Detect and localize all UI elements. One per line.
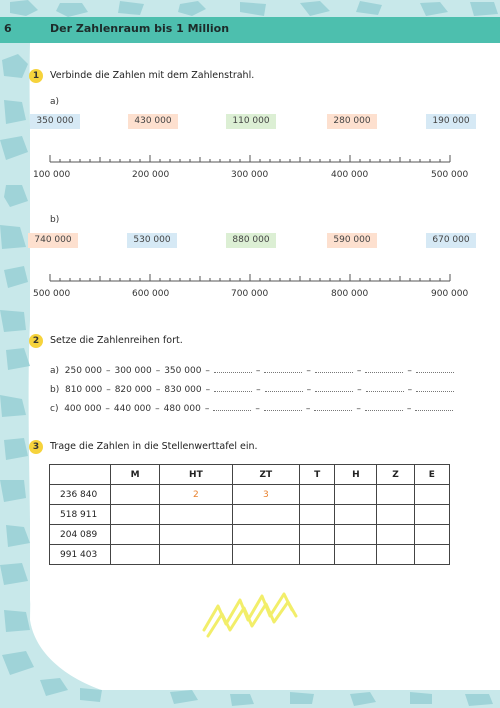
table-cell[interactable]: 2 xyxy=(160,485,232,505)
task-1a-label: a) xyxy=(50,97,60,107)
scale-label: 700 000 xyxy=(231,289,269,299)
table-cell[interactable] xyxy=(160,545,232,565)
row-number: 204 089 xyxy=(50,525,111,545)
table-header-corner xyxy=(50,465,111,485)
table-header-row xyxy=(50,465,450,485)
table-cell[interactable] xyxy=(111,505,160,525)
row-number: 991 403 xyxy=(50,545,111,565)
scale-label: 600 000 xyxy=(132,289,170,299)
task-3-badge: 3 xyxy=(29,440,43,454)
answer-blank[interactable] xyxy=(265,382,303,392)
number-chip[interactable]: 530 000 xyxy=(127,233,177,248)
number-chip[interactable]: 590 000 xyxy=(327,233,377,248)
number-chip[interactable]: 110 000 xyxy=(226,114,276,129)
number-chip[interactable]: 350 000 xyxy=(30,114,80,129)
answer-blank[interactable] xyxy=(365,363,403,373)
answer-blank[interactable] xyxy=(264,401,302,411)
number-chip[interactable]: 280 000 xyxy=(327,114,377,129)
answer-blank[interactable] xyxy=(214,382,252,392)
column-header: M xyxy=(111,465,160,485)
zigzag-decoration xyxy=(200,590,300,640)
column-header: H xyxy=(335,465,377,485)
column-header: ZT xyxy=(232,465,299,485)
column-header: HT xyxy=(160,465,232,485)
column-header: E xyxy=(414,465,449,485)
task-2-title: Setze die Zahlenreihen fort. xyxy=(50,335,183,346)
table-cell[interactable] xyxy=(414,485,449,505)
table-cell[interactable] xyxy=(300,525,335,545)
number-chip[interactable]: 880 000 xyxy=(226,233,276,248)
header-bar xyxy=(0,17,500,43)
task-3-title: Trage die Zahlen in die Stellenwerttafel ein. xyxy=(50,441,258,452)
table-cell[interactable] xyxy=(300,485,335,505)
table-cell[interactable] xyxy=(377,525,414,545)
answer-blank[interactable] xyxy=(264,363,302,373)
answer-blank[interactable] xyxy=(214,363,252,373)
answer-blank[interactable] xyxy=(416,382,454,392)
table-row xyxy=(50,485,450,505)
answer-blank[interactable] xyxy=(315,382,353,392)
place-value-table xyxy=(49,464,450,565)
table-cell[interactable] xyxy=(232,525,299,545)
scale-label: 500 000 xyxy=(33,289,71,299)
task-1-title: Verbinde die Zahlen mit dem Zahlenstrahl. xyxy=(50,70,255,81)
table-cell[interactable] xyxy=(232,545,299,565)
answer-blank[interactable] xyxy=(314,401,352,411)
page-number: 6 xyxy=(4,22,12,35)
table-cell[interactable] xyxy=(111,525,160,545)
task-2-badge: 2 xyxy=(29,334,43,348)
table-cell[interactable] xyxy=(335,485,377,505)
answer-blank[interactable] xyxy=(365,401,403,411)
number-chip[interactable]: 190 000 xyxy=(426,114,476,129)
table-cell[interactable] xyxy=(232,505,299,525)
table-cell[interactable] xyxy=(111,545,160,565)
scale-label: 100 000 xyxy=(33,170,71,180)
answer-blank[interactable] xyxy=(416,363,454,373)
column-header: Z xyxy=(377,465,414,485)
table-row xyxy=(50,525,450,545)
table-cell[interactable] xyxy=(300,505,335,525)
table-cell[interactable] xyxy=(335,545,377,565)
table-row xyxy=(50,545,450,565)
table-cell[interactable] xyxy=(377,505,414,525)
table-cell[interactable] xyxy=(414,545,449,565)
scale-label: 500 000 xyxy=(431,170,469,180)
number-chip[interactable]: 430 000 xyxy=(128,114,178,129)
task-1b-label: b) xyxy=(50,215,60,225)
table-cell[interactable] xyxy=(160,525,232,545)
table-cell[interactable]: 3 xyxy=(232,485,299,505)
table-cell[interactable] xyxy=(377,545,414,565)
page-title: Der Zahlenraum bis 1 Million xyxy=(50,22,230,35)
scale-label: 900 000 xyxy=(431,289,469,299)
answer-blank[interactable] xyxy=(213,401,251,411)
table-cell[interactable] xyxy=(414,505,449,525)
scale-label: 300 000 xyxy=(231,170,269,180)
number-chip[interactable]: 670 000 xyxy=(426,233,476,248)
task-1-badge: 1 xyxy=(29,69,43,83)
answer-blank[interactable] xyxy=(415,401,453,411)
table-cell[interactable] xyxy=(300,545,335,565)
number-chip[interactable]: 740 000 xyxy=(28,233,78,248)
row-number: 236 840 xyxy=(50,485,111,505)
scale-label: 200 000 xyxy=(132,170,170,180)
sequence-row-a: a) 250 000 – 300 000 – 350 000 – – – – – xyxy=(50,363,454,376)
table-row xyxy=(50,505,450,525)
table-cell[interactable] xyxy=(160,505,232,525)
table-cell[interactable] xyxy=(377,485,414,505)
column-header: T xyxy=(300,465,335,485)
table-cell[interactable] xyxy=(335,525,377,545)
sequence-row-b: b) 810 000 – 820 000 – 830 000 – – – – – xyxy=(50,382,454,395)
scale-label: 400 000 xyxy=(331,170,369,180)
scale-label: 800 000 xyxy=(331,289,369,299)
answer-blank[interactable] xyxy=(366,382,404,392)
table-cell[interactable] xyxy=(414,525,449,545)
table-cell[interactable] xyxy=(111,485,160,505)
sequence-row-c: c) 400 000 – 440 000 – 480 000 – – – – – xyxy=(50,401,453,414)
answer-blank[interactable] xyxy=(315,363,353,373)
table-cell[interactable] xyxy=(335,505,377,525)
row-number: 518 911 xyxy=(50,505,111,525)
